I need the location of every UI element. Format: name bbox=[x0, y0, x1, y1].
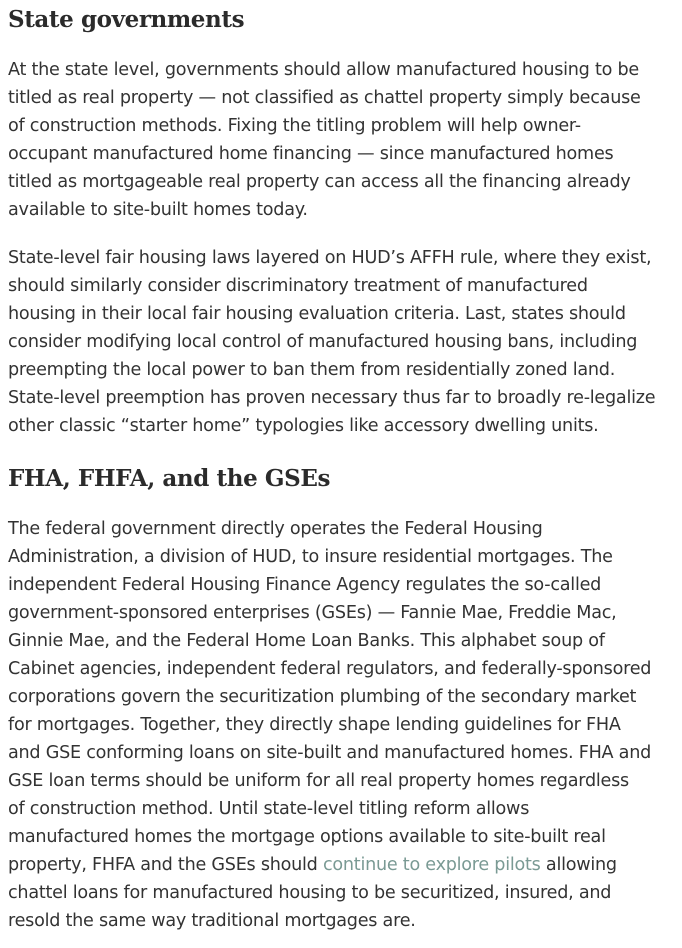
text-line: available to site-built homes today. bbox=[8, 200, 308, 220]
text-line: State-level fair housing laws layered on HUD’s AFFH rule, where they exist, bbox=[8, 248, 652, 268]
text-line: State-level preemption has proven necessary thus far to broadly re-legalize bbox=[8, 388, 656, 408]
section-heading-state-governments: State governments bbox=[8, 6, 245, 33]
text-line: titled as mortgageable real property can access all the financing already bbox=[8, 172, 631, 192]
text-line: Administration, a division of HUD, to insure residential mortgages. The bbox=[8, 547, 613, 567]
text-line: and GSE conforming loans on site-built and manufactured homes. FHA and bbox=[8, 743, 652, 763]
text-line: allowing bbox=[540, 855, 617, 875]
text-line: property, FHFA and the GSEs should bbox=[8, 855, 323, 875]
text-line: manufactured homes the mortgage options available to site-built real bbox=[8, 827, 606, 847]
text-line: corporations govern the securitization plumbing of the secondary market bbox=[8, 687, 637, 707]
continue-to-explore-pilots-link[interactable]: continue to explore pilots bbox=[322, 855, 541, 875]
text-line: occupant manufactured home financing — since manufactured homes bbox=[8, 144, 614, 164]
text-line: The federal government directly operates the Federal Housing bbox=[8, 519, 543, 539]
text-line: of construction methods. Fixing the titling problem will help owner- bbox=[8, 116, 581, 136]
text-line: consider modifying local control of manufactured housing bans, including bbox=[8, 332, 638, 352]
text-line: At the state level, governments should allow manufactured housing to be bbox=[8, 60, 639, 80]
text-line: should similarly consider discriminatory treatment of manufactured bbox=[8, 276, 588, 296]
text-line: for mortgages. Together, they directly shape lending guidelines for FHA bbox=[8, 715, 621, 735]
text-line: housing in their local fair housing evaluation criteria. Last, states should bbox=[8, 304, 626, 324]
text-line: of construction method. Until state-level titling reform allows bbox=[8, 799, 530, 819]
text-line: resold the same way traditional mortgages are. bbox=[8, 911, 416, 931]
text-line: preempting the local power to ban them from residentially zoned land. bbox=[8, 360, 616, 380]
paragraph-state-fair-housing bbox=[8, 244, 676, 440]
paragraph-federal-agencies bbox=[8, 515, 676, 935]
text-line: chattel loans for manufactured housing to be securitized, insured, and bbox=[8, 883, 612, 903]
text-line: other classic “starter home” typologies like accessory dwelling units. bbox=[8, 416, 599, 436]
text-line: independent Federal Housing Finance Agency regulates the so-called bbox=[8, 575, 602, 595]
section-heading-fha-fhfa-gses: FHA, FHFA, and the GSEs bbox=[8, 465, 331, 492]
text-line: government-sponsored enterprises (GSEs) — Fannie Mae, Freddie Mac, bbox=[8, 603, 617, 623]
text-line: titled as real property — not classified as chattel property simply because bbox=[8, 88, 641, 108]
paragraph-state-titling bbox=[8, 56, 676, 224]
text-line: Cabinet agencies, independent federal regulators, and federally-sponsored bbox=[8, 659, 652, 679]
text-line: GSE loan terms should be uniform for all real property homes regardless bbox=[8, 771, 629, 791]
text-line: Ginnie Mae, and the Federal Home Loan Banks. This alphabet soup of bbox=[8, 631, 605, 651]
